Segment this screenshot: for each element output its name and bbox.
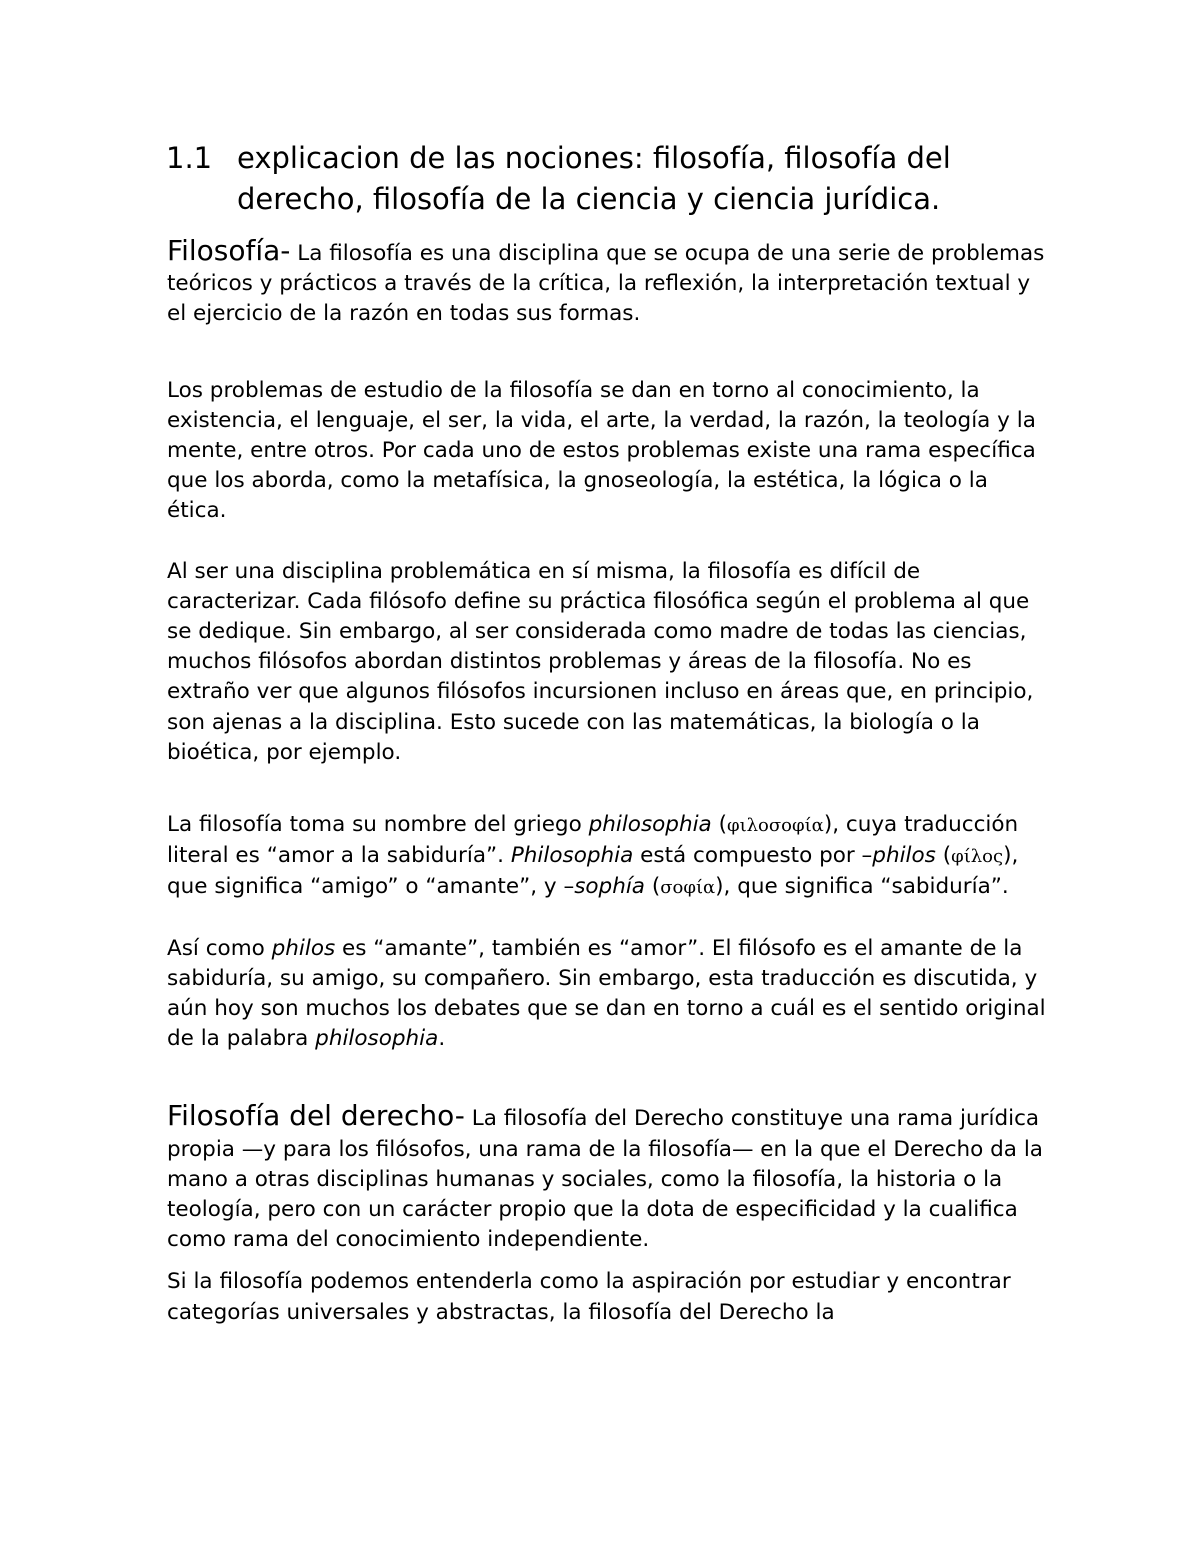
italic-term: sophía	[574, 874, 645, 900]
italic-term: philosophia	[588, 812, 712, 838]
text-run: La filosofía toma su nombre del griego	[167, 812, 589, 838]
text-run: ), que significa “sabiduría”.	[715, 874, 1009, 900]
paragraph-filosofia-problemas: Los problemas de estudio de la filosofía se dan en torno al conocimiento, la existencia, el lenguaje, el ser, la vida, el arte, la verdad, la razón, la teología y la mente, entre otros. Por cada uno de estos problemas existe una rama específica que los aborda, como la metafísica, la gnoseología, la estética, la lógica o la ética.	[167, 377, 1036, 524]
greek-term: φίλος	[951, 846, 1004, 868]
greek-term: φιλοσοφία	[726, 815, 824, 837]
italic-term: Philosophia	[510, 843, 634, 869]
section-title-filosofia-derecho: Filosofía del derecho-	[167, 1099, 465, 1133]
text-run: Así como	[167, 935, 272, 961]
heading-title: explicacion de las nociones: filosofía, filosofía del derecho, filosofía de la ciencia y ciencia jurídica.	[237, 141, 951, 216]
paragraph-filosofia-caracterizacion: Al ser una disciplina problemática en sí misma, la filosofía es difícil de caracterizar. Cada filósofo define su práctica filosófica según el problema al que se dedique. Sin embargo, al ser considerada como madre de todas las ciencias, muchos filósofos abordan distintos problemas y áreas de la filosofía. No es extraño ver que algunos filósofos incursionen incluso en áreas que, en principio, son ajenas a la disciplina. Esto sucede con las matemáticas, la biología o la bioética, por ejemplo.	[167, 558, 1034, 765]
paragraph-derecho-categorias: Si la filosofía podemos entenderla como la aspiración por estudiar y encontrar categorías universales y abstractas, la filosofía del Derecho la	[167, 1269, 1011, 1325]
filosofia-intro-text: La filosofía es una disciplina que se ocupa de una serie de problemas teóricos y prácticos a través de la crítica, la reflexión, la interpretación textual y el ejercicio de la razón en todas sus formas.	[167, 241, 1045, 327]
greek-term: σοφία	[660, 877, 716, 899]
text-run: (	[644, 874, 661, 900]
text-run: .	[438, 1026, 446, 1052]
paragraph-derecho-intro	[167, 1101, 1047, 1255]
italic-term: philos	[271, 935, 336, 961]
text-run: (	[711, 812, 727, 838]
paragraph-filosofia-intro	[167, 236, 1047, 330]
derecho-intro-text: La filosofía del Derecho constituye una rama jurídica propia —y para los filósofos, una rama de la filosofía— en la que el Derecho da la mano a otras disciplinas humanas y sociales, como la filosofía, la historia o la teología, pero con un carácter propio que la dota de especificidad y la cualifica como rama del conocimiento independiente.	[167, 1106, 1043, 1253]
text-run: ), cuya traducción literal es “amor a la sabiduría”.	[167, 812, 1019, 869]
paragraph-filosofia-traduccion	[167, 934, 1047, 1055]
heading-number: 1.1	[166, 141, 213, 175]
text-run: (	[935, 843, 952, 869]
text-run: es “amante”, también es “amor”. El filósofo es el amante de la sabiduría, su amigo, su compañero. Sin embargo, esta traducción es discutida, y aún hoy son muchos los debates que se dan en torno a cuál es el sentido original de la palabra	[167, 935, 1046, 1052]
text-run: está compuesto por –	[633, 843, 873, 869]
text-run: ), que significa “amigo” o “amante”, y –	[167, 843, 1019, 900]
paragraph-filosofia-etimologia	[167, 810, 1047, 904]
section-title-filosofia: Filosofía-	[167, 234, 291, 267]
section-heading	[166, 138, 1066, 220]
italic-term: philos	[872, 843, 936, 869]
italic-term: philosophia	[315, 1026, 439, 1052]
document-body	[167, 236, 1047, 1328]
